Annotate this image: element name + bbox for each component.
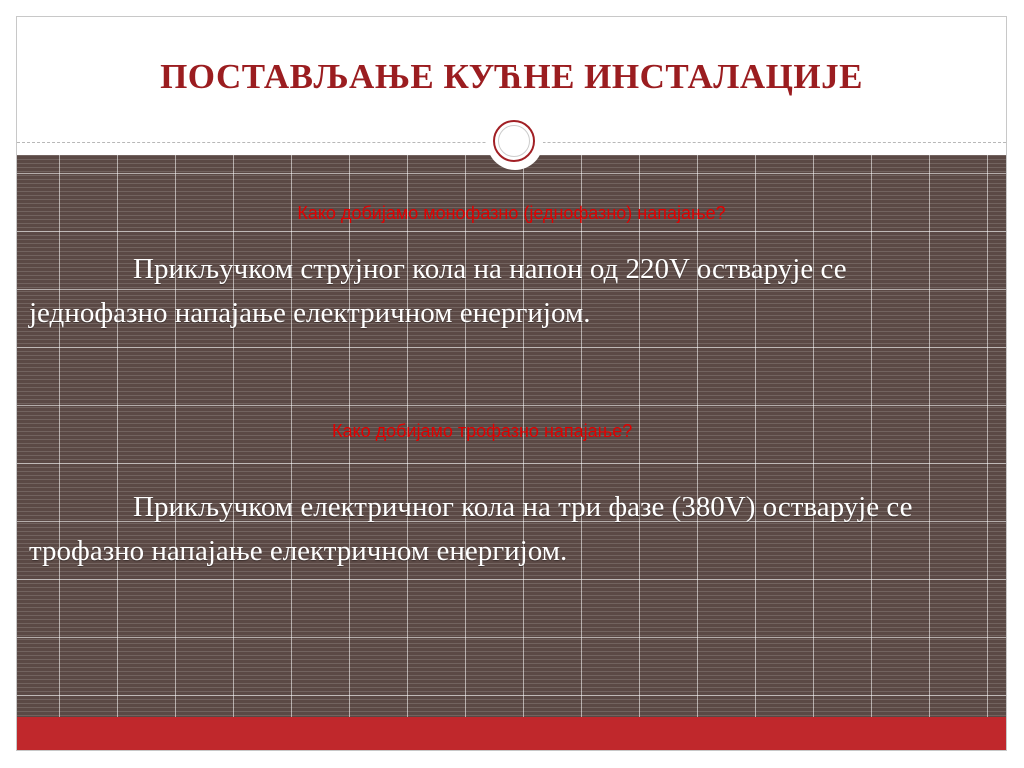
paragraph-three-phase xyxy=(29,485,989,573)
circle-emblem-icon xyxy=(487,114,543,170)
paragraph-three-phase-text: Прикључком електричног кола на три фазе (380V) остварује се трофазно напајање електричном енергијом. xyxy=(29,491,913,567)
content-panel xyxy=(17,155,1006,717)
slide-frame xyxy=(16,16,1007,751)
emblem-inner-ring xyxy=(498,125,530,157)
paragraph-single-phase-text: Прикључком струјног кола на напон од 220V остварује се једнофазно напајање електричном енергијом. xyxy=(29,253,847,329)
paragraph-single-phase xyxy=(29,247,989,335)
footer-bar xyxy=(17,717,1006,751)
question-single-phase: Како добијамо монофазно (једнофазно) напајање? xyxy=(297,203,726,223)
question-three-phase-text: Како добијамо трофазно напајање? xyxy=(332,421,633,441)
slide-title: ПОСТАВЉАЊЕ КУЋНЕ ИНСТАЛАЦИЈЕ xyxy=(160,57,863,96)
